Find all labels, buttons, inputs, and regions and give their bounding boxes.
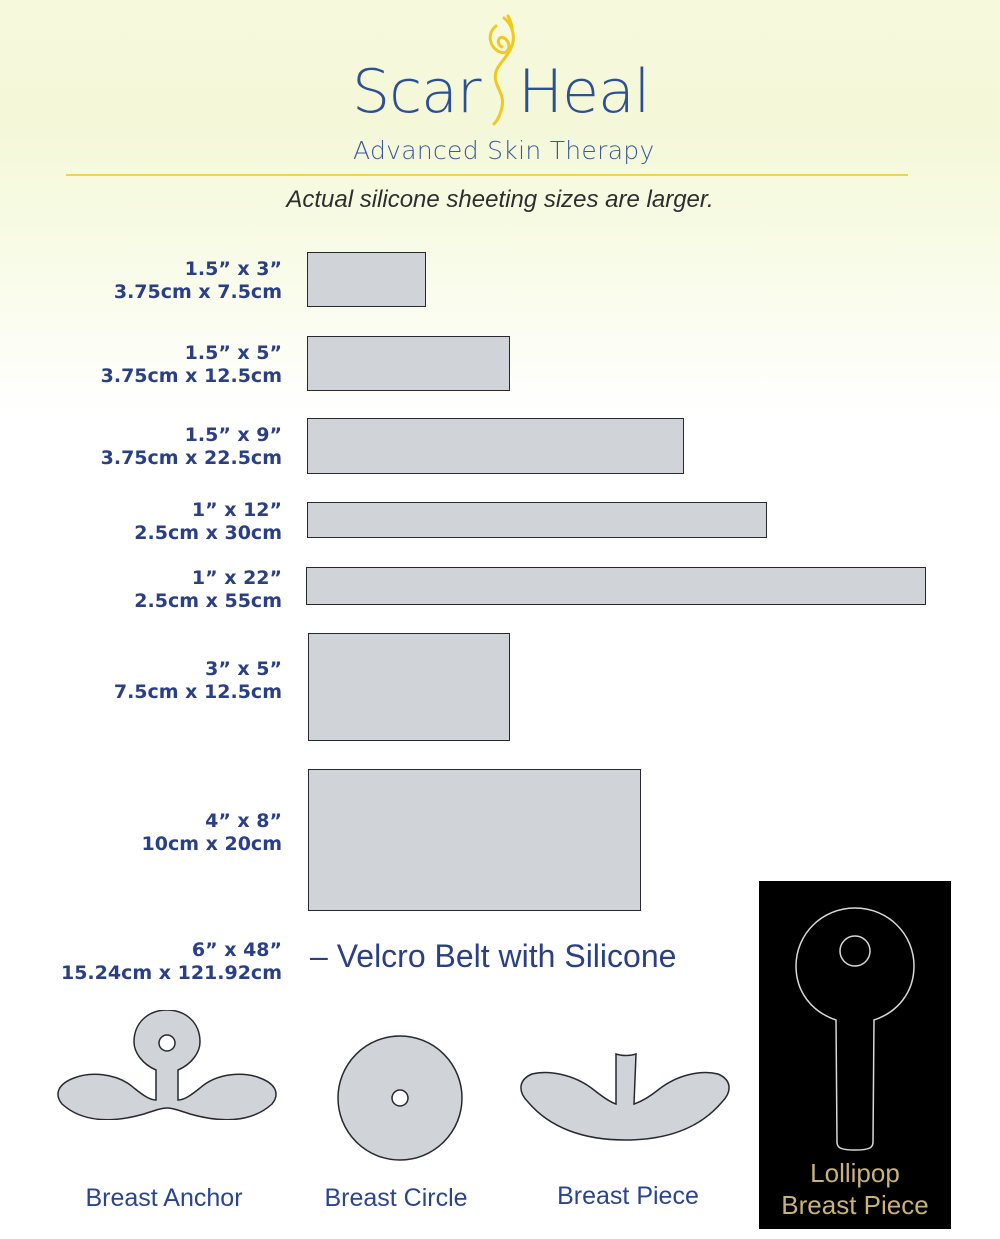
sheet-3x5	[308, 633, 510, 741]
size-metric: 10cm x 20cm	[141, 833, 282, 855]
breast-circle-shape	[336, 1034, 464, 1162]
size-imperial: 3” x 5”	[205, 658, 282, 680]
size-imperial: 1.5” x 3”	[184, 258, 282, 280]
size-imperial: 1” x 12”	[191, 499, 282, 521]
size-label-8	[61, 939, 282, 985]
caption-breast-circle: Breast Circle	[324, 1184, 468, 1212]
size-label-7	[142, 810, 283, 856]
size-label-6	[114, 658, 282, 704]
size-imperial: 4” x 8”	[205, 810, 282, 832]
header-divider	[66, 174, 908, 176]
brand-name-heal: Heal	[518, 57, 650, 127]
breast-piece-shape	[518, 1052, 732, 1144]
caption-breast-anchor: Breast Anchor	[85, 1184, 243, 1212]
breast-anchor-shape	[54, 1010, 280, 1120]
sheet-1-5x5	[307, 336, 510, 391]
caption-breast-piece: Breast Piece	[557, 1182, 699, 1210]
sheet-1-5x9	[307, 418, 684, 474]
size-metric: 15.24cm x 121.92cm	[60, 962, 282, 984]
sheet-1x12	[307, 502, 767, 538]
size-imperial: 1.5” x 9”	[184, 424, 282, 446]
sheet-1x22	[306, 567, 926, 605]
size-label-2	[101, 342, 282, 388]
size-metric: 3.75cm x 12.5cm	[100, 365, 282, 387]
size-metric: 2.5cm x 30cm	[134, 522, 282, 544]
sizing-note: Actual silicone sheeting sizes are larger.	[286, 186, 714, 213]
size-metric: 3.75cm x 7.5cm	[113, 281, 282, 303]
size-label-1	[114, 258, 282, 304]
caption-lollipop-line1: Lollipop	[810, 1158, 900, 1188]
size-label-3	[101, 424, 282, 470]
size-imperial: 6” x 48”	[191, 939, 282, 961]
size-metric: 3.75cm x 22.5cm	[100, 447, 282, 469]
size-label-4	[134, 499, 282, 545]
lollipop-panel	[759, 881, 951, 1229]
size-label-5	[134, 567, 282, 613]
caption-lollipop-line2: Breast Piece	[781, 1190, 929, 1220]
size-imperial: 1.5” x 5”	[184, 342, 282, 364]
brand-tagline: Advanced Skin Therapy	[353, 136, 655, 165]
size-metric: 2.5cm x 55cm	[134, 590, 282, 612]
caption-lollipop	[759, 1157, 951, 1221]
size-metric: 7.5cm x 12.5cm	[113, 681, 282, 703]
velcro-belt-note: – Velcro Belt with Silicone	[310, 938, 677, 974]
brand-name-scar: Scar	[352, 57, 481, 127]
sheet-1-5x3	[307, 252, 426, 307]
size-imperial: 1” x 22”	[191, 567, 282, 589]
lollipop-breast-piece-shape	[794, 906, 916, 1152]
sheet-4x8	[308, 769, 641, 911]
